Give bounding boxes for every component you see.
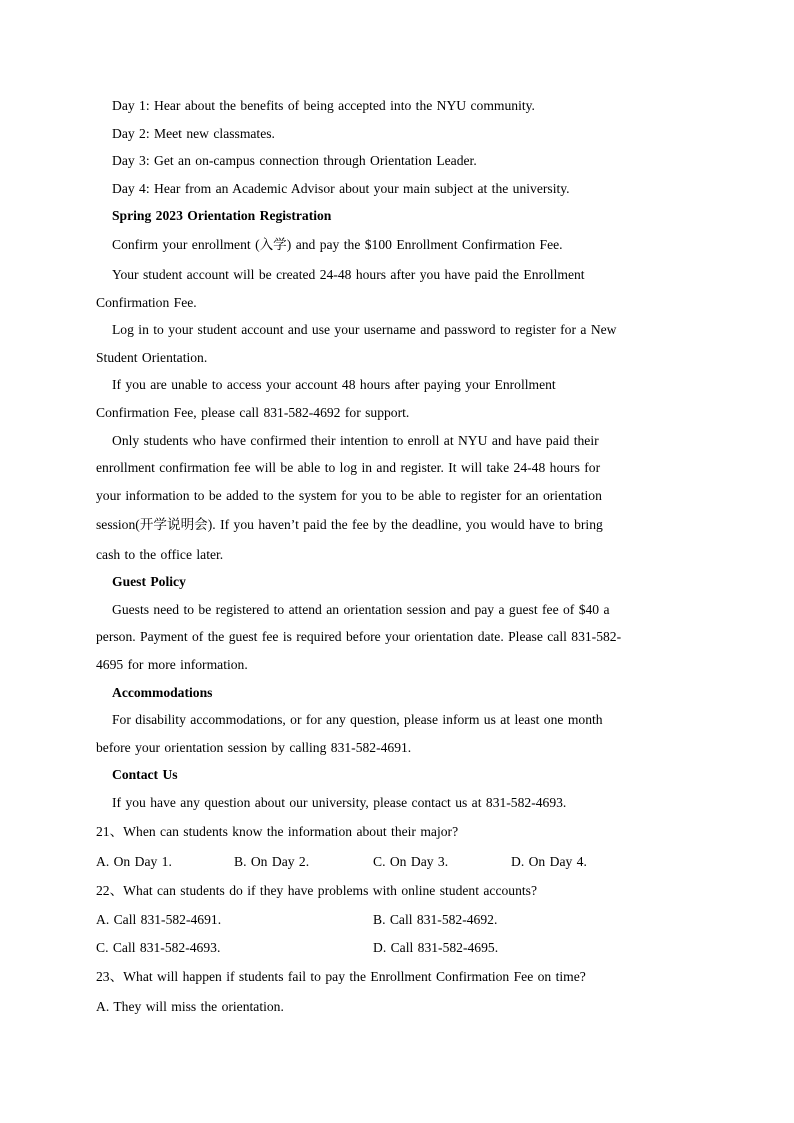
question-21-option-a: A. On Day 1.	[96, 854, 172, 869]
registration-paragraph: If you are unable to access your account 48 hours after paying your Enrollment	[112, 377, 556, 392]
day-4-line: Day 4: Hear from an Academic Advisor about your main subject at the university.	[112, 181, 570, 196]
question-23-stem: 23、What will happen if students fail to pay the Enrollment Confirmation Fee on time?	[96, 969, 586, 984]
guest-policy-paragraph: person. Payment of the guest fee is required before your orientation date. Please call 831-582-	[96, 629, 622, 644]
question-22-stem: 22、What can students do if they have problems with online student accounts?	[96, 883, 537, 898]
registration-paragraph: session(开学说明会). If you haven’t paid the fee by the deadline, you would have to bring	[96, 517, 603, 532]
registration-paragraph: Your student account will be created 24-48 hours after you have paid the Enrollment	[112, 267, 585, 282]
accommodations-paragraph: before your orientation session by calling 831-582-4691.	[96, 740, 412, 755]
accommodations-paragraph: For disability accommodations, or for any question, please inform us at least one month	[112, 712, 603, 727]
day-2-line: Day 2: Meet new classmates.	[112, 126, 275, 141]
question-22-option-a: A. Call 831-582-4691.	[96, 912, 222, 927]
question-21-option-d: D. On Day 4.	[511, 854, 587, 869]
question-22-option-b: B. Call 831-582-4692.	[373, 912, 498, 927]
question-22-option-d: D. Call 831-582-4695.	[373, 940, 499, 955]
guest-policy-heading: Guest Policy	[112, 574, 186, 589]
registration-paragraph: Only students who have confirmed their intention to enroll at NYU and have paid their	[112, 433, 599, 448]
question-21-option-c: C. On Day 3.	[373, 854, 449, 869]
contact-paragraph: If you have any question about our university, please contact us at 831-582-4693.	[112, 795, 567, 810]
registration-paragraph: Confirmation Fee, please call 831-582-4692 for support.	[96, 405, 410, 420]
registration-paragraph: Confirmation Fee.	[96, 295, 197, 310]
registration-paragraph: Log in to your student account and use your username and password to register for a New	[112, 322, 617, 337]
contact-heading: Contact Us	[112, 767, 178, 782]
question-22-option-c: C. Call 831-582-4693.	[96, 940, 221, 955]
guest-policy-paragraph: 4695 for more information.	[96, 657, 248, 672]
registration-paragraph: cash to the office later.	[96, 547, 224, 562]
question-23-option-a: A. They will miss the orientation.	[96, 999, 284, 1014]
day-1-line: Day 1: Hear about the benefits of being accepted into the NYU community.	[112, 98, 535, 113]
accommodations-heading: Accommodations	[112, 685, 213, 700]
day-3-line: Day 3: Get an on-campus connection through Orientation Leader.	[112, 153, 477, 168]
registration-paragraph: your information to be added to the system for you to be able to register for an orientation	[96, 488, 602, 503]
registration-paragraph: Student Orientation.	[96, 350, 208, 365]
question-21-option-b: B. On Day 2.	[234, 854, 310, 869]
question-21-stem: 21、When can students know the information about their major?	[96, 824, 459, 839]
registration-paragraph: enrollment confirmation fee will be able to log in and register. It will take 24-48 hours for	[96, 460, 601, 475]
guest-policy-paragraph: Guests need to be registered to attend an orientation session and pay a guest fee of $40 a	[112, 602, 610, 617]
registration-paragraph: Confirm your enrollment (入学) and pay the $100 Enrollment Confirmation Fee.	[112, 237, 563, 252]
registration-heading: Spring 2023 Orientation Registration	[112, 208, 332, 223]
